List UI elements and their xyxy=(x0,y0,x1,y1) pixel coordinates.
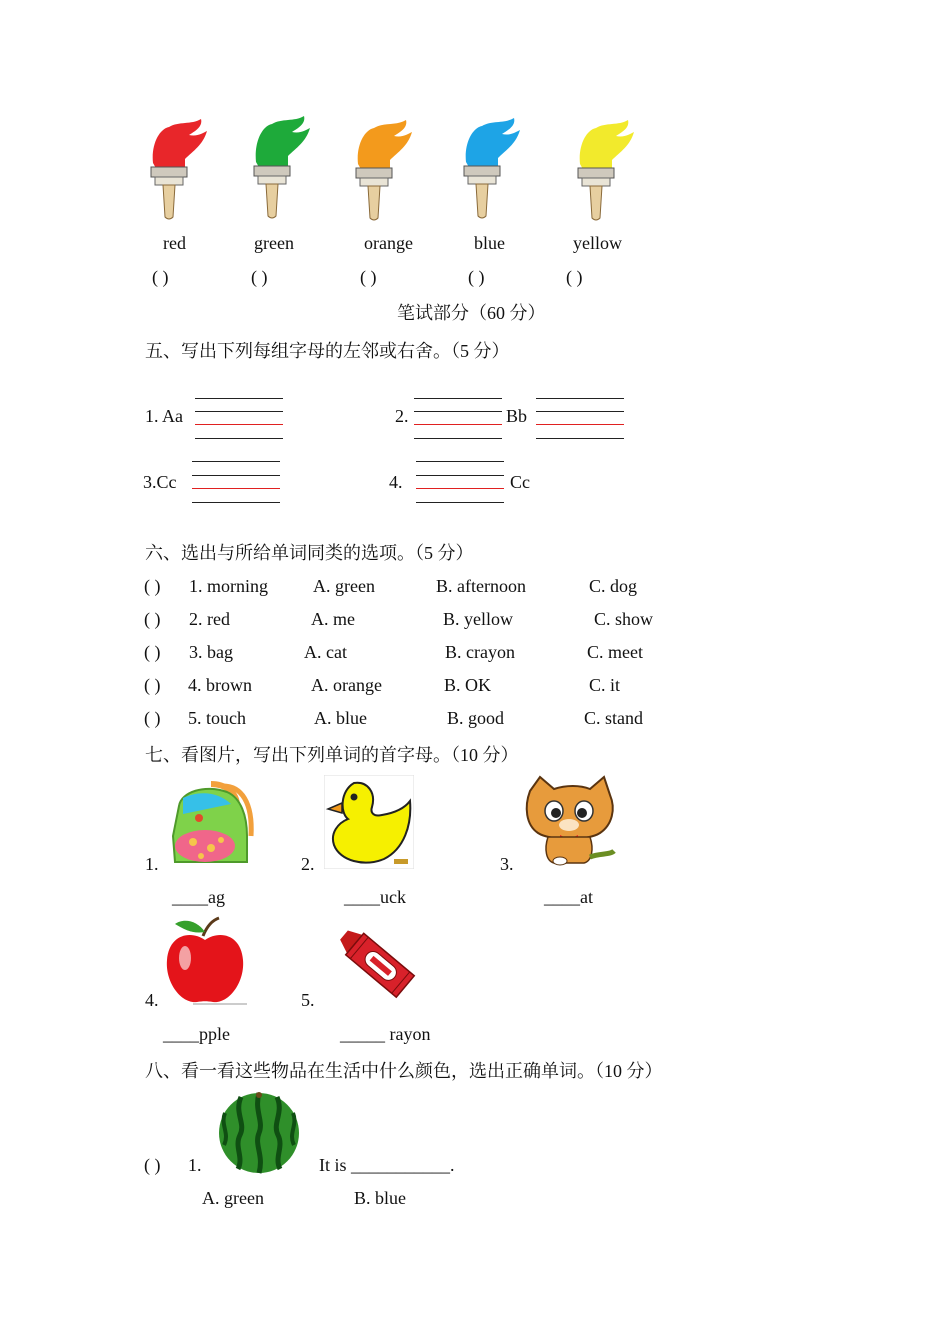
letter-item-2-letter: Bb xyxy=(506,406,528,426)
option-a: A. green xyxy=(202,1188,264,1208)
answer-blank[interactable]: ( ) xyxy=(468,267,485,287)
letter-item-2-number: 2. xyxy=(395,406,409,426)
picture-number: 4. xyxy=(145,990,159,1010)
answer-blank[interactable]: ( ) xyxy=(360,267,377,287)
letter-item-1: 1. Aa xyxy=(145,406,183,426)
writing-line-red[interactable] xyxy=(416,488,504,489)
apple-icon xyxy=(163,916,247,1006)
writing-line[interactable] xyxy=(195,398,283,399)
brush-label-red: red xyxy=(163,233,186,253)
question-word: 3. bag xyxy=(189,642,233,662)
answer-blank[interactable]: ( ) xyxy=(144,1155,161,1175)
section-7-title: 七、看图片，写出下列单词的首字母。（10 分） xyxy=(145,745,519,765)
writing-line[interactable] xyxy=(536,438,624,439)
crayon-icon xyxy=(326,922,424,1008)
option-a: A. me xyxy=(311,609,355,629)
option-c: C. stand xyxy=(584,708,644,728)
watermelon-icon xyxy=(216,1091,302,1175)
brush-label-green: green xyxy=(254,233,294,253)
orange-paint-brush-icon xyxy=(350,116,420,226)
brush-label-blue: blue xyxy=(474,233,505,253)
picture-number: 3. xyxy=(500,854,514,874)
picture-number: 1. xyxy=(145,854,159,874)
option-b: B. crayon xyxy=(445,642,515,662)
option-b: B. blue xyxy=(354,1188,406,1208)
answer-blank[interactable]: ( ) xyxy=(144,609,161,629)
duck-icon xyxy=(324,775,414,869)
writing-line[interactable] xyxy=(414,398,502,399)
option-c: C. it xyxy=(589,675,621,695)
writing-line-red[interactable] xyxy=(192,488,280,489)
answer-blank[interactable]: ( ) xyxy=(152,267,169,287)
option-a: A. blue xyxy=(314,708,367,728)
option-c: C. show xyxy=(594,609,654,629)
green-paint-brush-icon xyxy=(248,112,318,222)
sentence[interactable]: It is ___________. xyxy=(319,1155,455,1175)
letter-item-3: 3.Cc xyxy=(143,472,177,492)
writing-line[interactable] xyxy=(536,411,624,412)
question-number: 1. xyxy=(188,1155,202,1175)
answer-blank[interactable]: ( ) xyxy=(144,675,161,695)
fill-blank[interactable]: _____ rayon xyxy=(340,1024,431,1044)
letter-item-4-letter: Cc xyxy=(510,472,530,492)
question-word: 4. brown xyxy=(188,675,252,695)
section-8-title: 八、看一看这些物品在生活中什么颜色，选出正确单词。（10 分） xyxy=(145,1061,663,1081)
writing-line[interactable] xyxy=(192,502,280,503)
writing-line[interactable] xyxy=(536,398,624,399)
cat-icon xyxy=(520,773,616,869)
option-b: B. yellow xyxy=(443,609,513,629)
writing-line[interactable] xyxy=(416,502,504,503)
writing-line[interactable] xyxy=(195,438,283,439)
red-paint-brush-icon xyxy=(145,115,215,225)
picture-number: 2. xyxy=(301,854,315,874)
writing-line[interactable] xyxy=(195,411,283,412)
fill-blank[interactable]: ____at xyxy=(544,887,593,907)
writing-line[interactable] xyxy=(414,411,502,412)
writing-line[interactable] xyxy=(416,461,504,462)
question-word: 1. morning xyxy=(189,576,268,596)
fill-blank[interactable]: ____ag xyxy=(172,887,225,907)
writing-line[interactable] xyxy=(192,461,280,462)
picture-number: 5. xyxy=(301,990,315,1010)
option-c: C. dog xyxy=(589,576,638,596)
section-6-title: 六、选出与所给单词同类的选项。（5 分） xyxy=(145,543,474,563)
option-a: A. cat xyxy=(304,642,347,662)
option-c: C. meet xyxy=(587,642,643,662)
option-b: B. OK xyxy=(444,675,492,695)
answer-blank[interactable]: ( ) xyxy=(251,267,268,287)
answer-blank[interactable]: ( ) xyxy=(144,708,161,728)
question-word: 5. touch xyxy=(188,708,246,728)
written-part-title: 笔试部分（60 分） xyxy=(397,303,546,323)
backpack-icon xyxy=(165,776,257,870)
writing-line[interactable] xyxy=(416,475,504,476)
fill-blank[interactable]: ____uck xyxy=(344,887,406,907)
fill-blank[interactable]: ____pple xyxy=(163,1024,230,1044)
section-5-title: 五、写出下列每组字母的左邻或右舍。（5 分） xyxy=(145,341,510,361)
yellow-paint-brush-icon xyxy=(572,116,642,226)
option-a: A. orange xyxy=(311,675,382,695)
writing-line[interactable] xyxy=(192,475,280,476)
brush-label-orange: orange xyxy=(364,233,413,253)
option-b: B. afternoon xyxy=(436,576,526,596)
letter-item-4-number: 4. xyxy=(389,472,403,492)
writing-line-red[interactable] xyxy=(414,424,502,425)
answer-blank[interactable]: ( ) xyxy=(144,576,161,596)
writing-line[interactable] xyxy=(414,438,502,439)
option-b: B. good xyxy=(447,708,505,728)
answer-blank[interactable]: ( ) xyxy=(144,642,161,662)
answer-blank[interactable]: ( ) xyxy=(566,267,583,287)
option-a: A. green xyxy=(313,576,375,596)
writing-line-red[interactable] xyxy=(536,424,624,425)
question-word: 2. red xyxy=(189,609,230,629)
blue-paint-brush-icon xyxy=(458,114,528,224)
writing-line-red[interactable] xyxy=(195,424,283,425)
brush-label-yellow: yellow xyxy=(573,233,622,253)
